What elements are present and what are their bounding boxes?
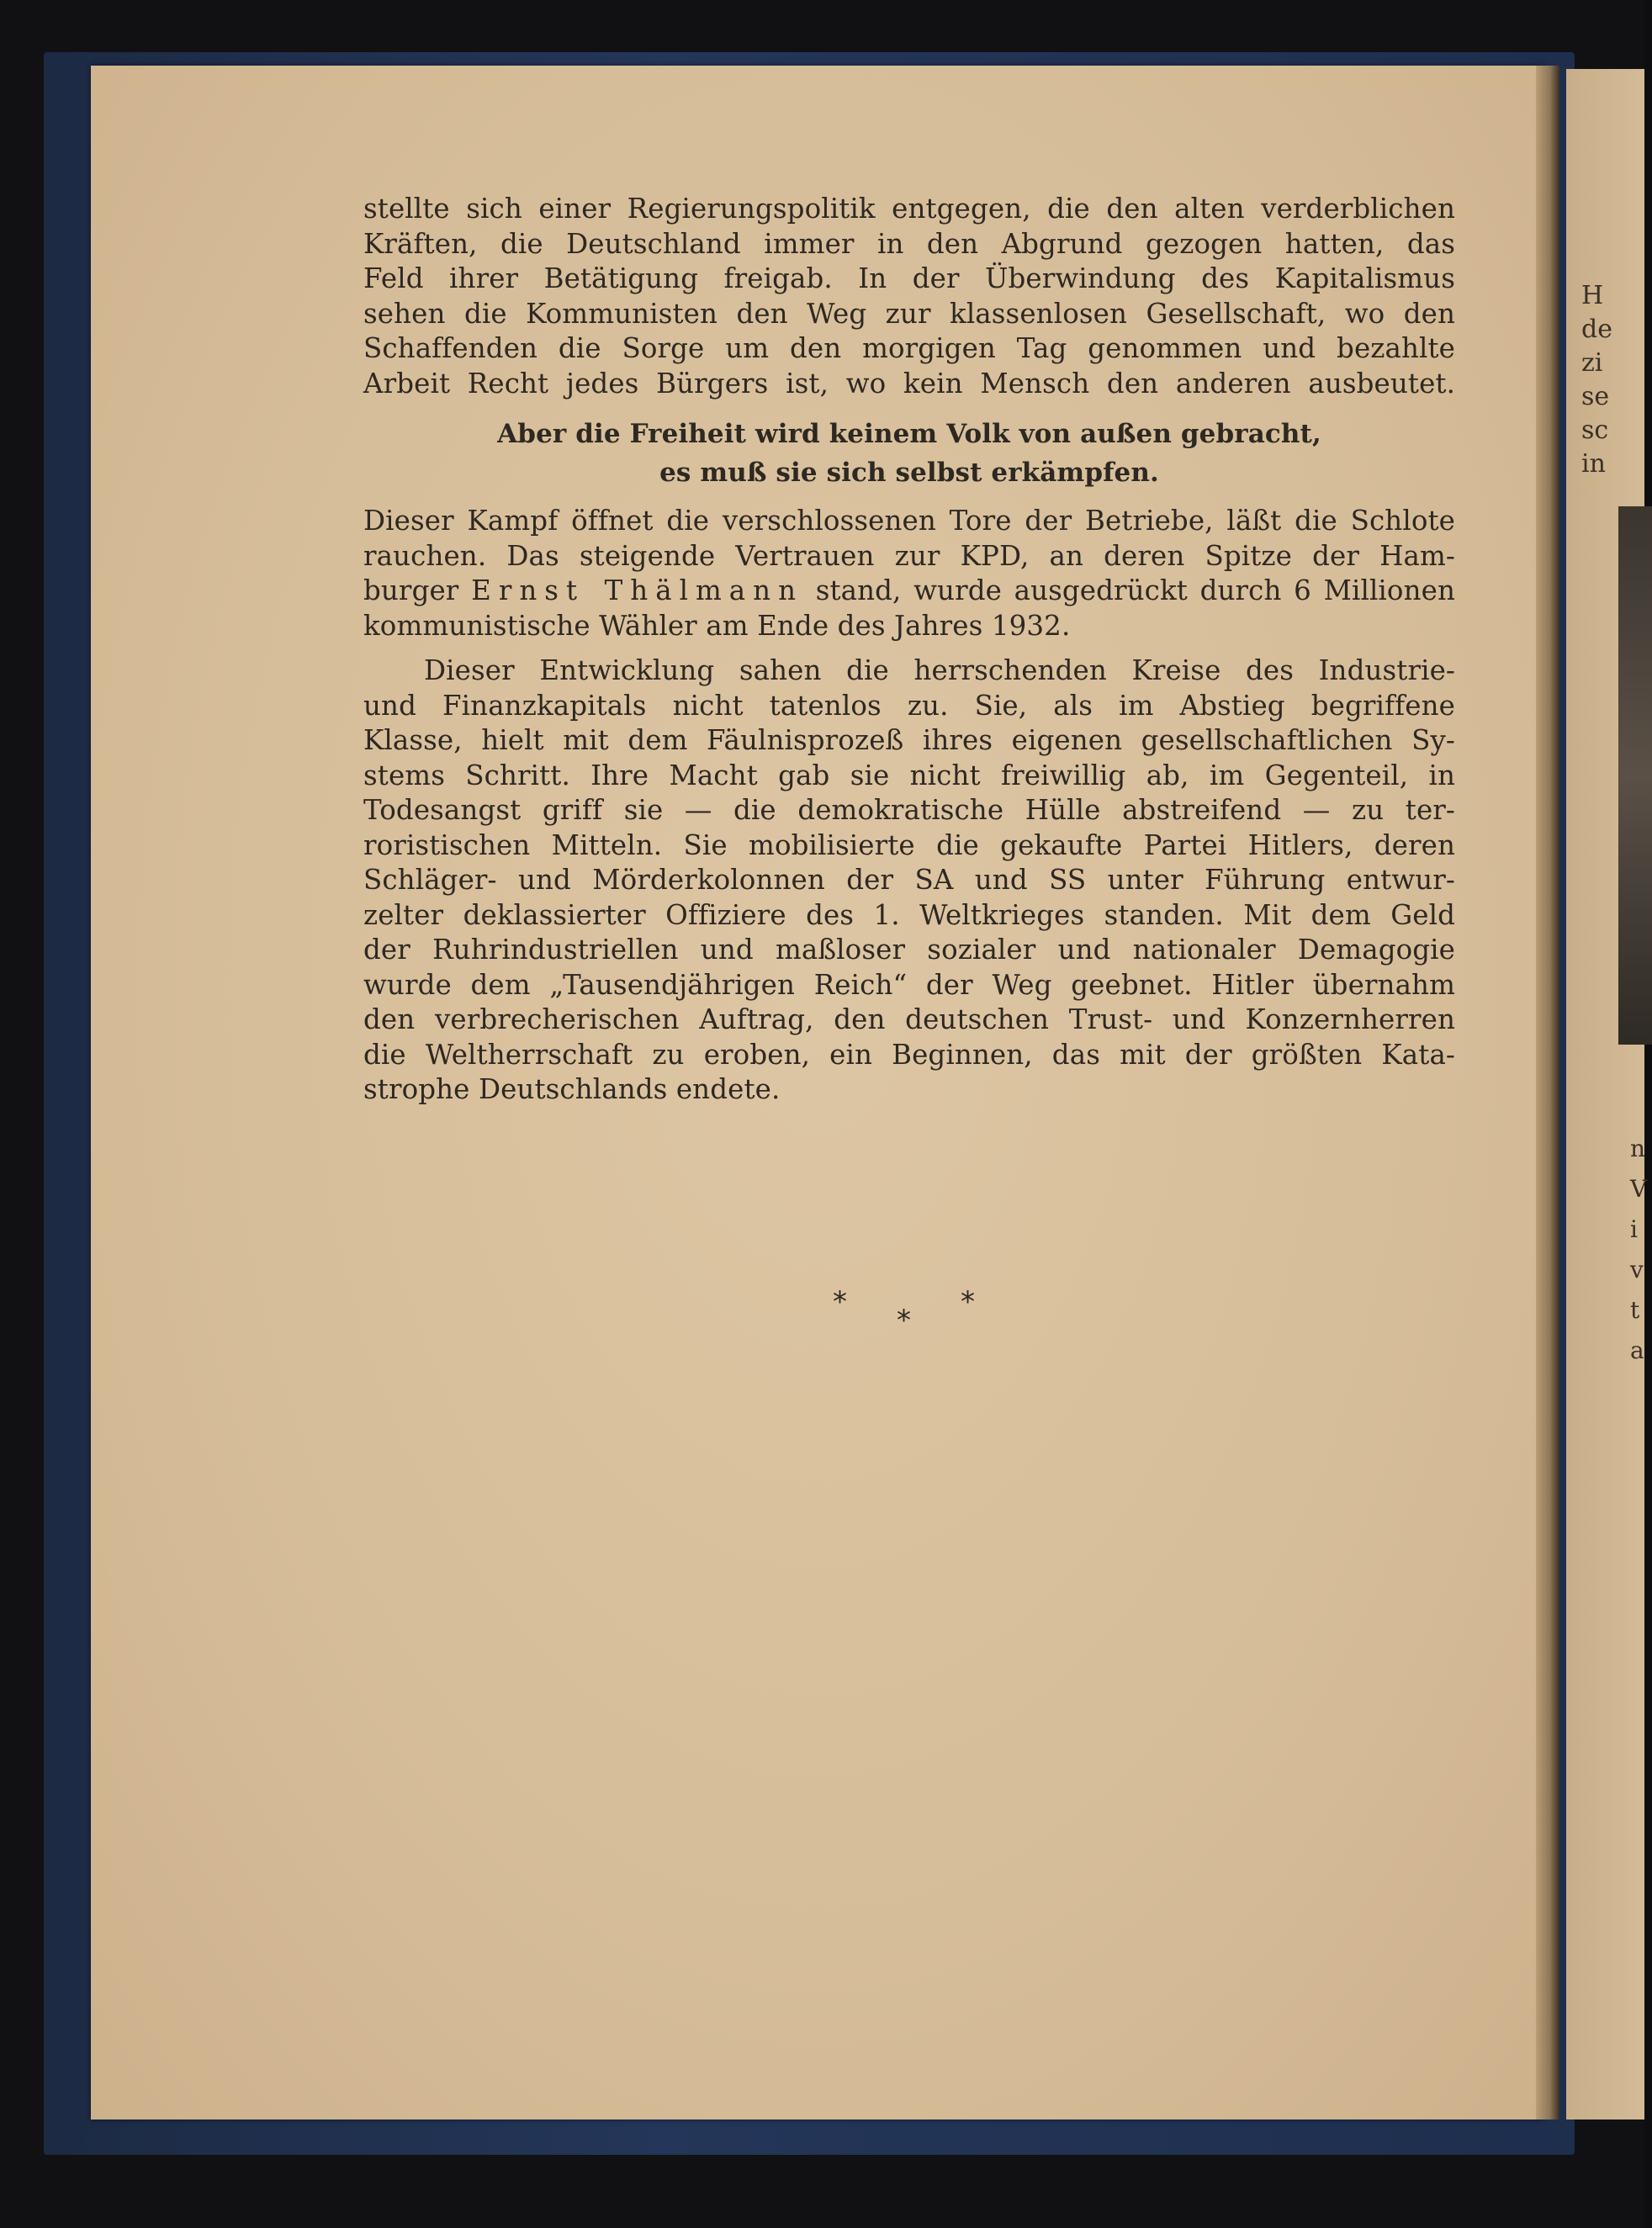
text-line: und Finanzkapitals nicht tatenlos zu. Sie, als im Abstieg begriffene xyxy=(363,689,1455,722)
text-line: sehen die Kommunisten den Weg zur klassenlosen Gesellschaft, wo den xyxy=(363,297,1455,330)
text-line xyxy=(363,574,1455,609)
facing-fragment: sc xyxy=(1581,415,1609,445)
text-line: strophe Deutschlands endete. xyxy=(363,1073,781,1105)
spaced-name: Ernst Thälmann xyxy=(471,574,804,606)
facing-page xyxy=(1566,69,1648,2120)
text-line: Feld ihrer Betätigung freigab. In der Überwindung des Kapitalismus xyxy=(363,262,1455,294)
facing-fragment: a xyxy=(1630,1336,1644,1364)
facing-page-photo xyxy=(1618,506,1652,1045)
facing-fragment: de xyxy=(1581,315,1612,344)
text-line: Dieser Entwicklung sahen die herrschenden Kreise des Industrie- xyxy=(424,654,1455,686)
text-line: roristischen Mitteln. Sie mobilisierte die gekaufte Partei Hitlers, deren xyxy=(363,828,1455,861)
paragraph-1 xyxy=(363,192,1455,401)
text-line: Kräften, die Deutschland immer in den Abgrund gezogen hatten, das xyxy=(363,227,1455,260)
text-line: stems Schritt. Ihre Macht gab sie nicht freiwillig ab, im Gegenteil, in xyxy=(363,759,1455,791)
text-line: den verbrecherischen Auftrag, den deutschen Trust- und Konzernherren xyxy=(363,1003,1455,1035)
text-fragment: burger xyxy=(363,574,459,606)
text-line: Schläger- und Mörderkolonnen der SA und SS unter Führung entwur- xyxy=(363,864,1455,896)
text-line: der Ruhrindustriellen und maßloser sozialer und nationaler Demagogie xyxy=(363,934,1455,966)
paragraph-2 xyxy=(363,504,1455,643)
facing-fragment: t xyxy=(1630,1296,1640,1324)
text-line: Dieser Kampf öffnet die verschlossenen Tore der Betriebe, läßt die Schlote xyxy=(363,505,1455,537)
facing-fragment: V xyxy=(1630,1175,1648,1203)
text-line: kommunistische Wähler am Ende des Jahres 1932. xyxy=(363,609,1071,642)
facing-page-text-top xyxy=(1581,279,1649,481)
facing-fragment: zi xyxy=(1581,348,1603,378)
facing-fragment: in xyxy=(1581,449,1606,479)
text-line: wurde dem „Tausendjährigen Reich“ der Weg geebnet. Hitler übernahm xyxy=(363,968,1455,1001)
facing-fragment: i xyxy=(1630,1215,1638,1243)
asterisk: * xyxy=(897,1304,911,1337)
facing-fragment: H xyxy=(1581,281,1604,310)
heading-line: es muß sie sich selbst erkämpfen. xyxy=(659,458,1159,488)
text-line: Todesangst griff sie — die demokratische Hülle abstreifend — zu ter- xyxy=(363,794,1455,826)
text-line: Arbeit Recht jedes Bürgers ist, wo kein Mensch den anderen ausbeutet. xyxy=(363,367,1455,400)
page-gutter-edge xyxy=(1536,66,1559,2120)
bold-heading xyxy=(363,415,1455,492)
facing-fragment: v xyxy=(1630,1256,1644,1283)
page-text-block xyxy=(363,192,1455,1108)
paragraph-3 xyxy=(363,654,1455,1108)
heading-line: Aber die Freiheit wird keinem Volk von außen gebracht, xyxy=(497,419,1321,449)
facing-fragment: n xyxy=(1630,1135,1646,1162)
text-line: Schaffenden die Sorge um den morgigen Tag genommen und bezahlte xyxy=(363,332,1455,364)
text-line: die Weltherrschaft zu eroben, ein Beginnen, das mit der größten Kata- xyxy=(363,1038,1455,1071)
asterisk: * xyxy=(961,1285,975,1319)
facing-page-text-bottom xyxy=(1630,1129,1647,1371)
facing-fragment: se xyxy=(1581,382,1610,411)
text-line: Klasse, hielt mit dem Fäulnisprozeß ihres eigenen gesellschaftlichen Sy- xyxy=(363,724,1455,756)
asterisk: * xyxy=(833,1285,847,1319)
text-line: zelter deklassierter Offiziere des 1. Weltkrieges standen. Mit dem Geld xyxy=(363,898,1455,931)
section-separator xyxy=(833,1285,984,1344)
text-line: stellte sich einer Regierungspolitik entgegen, die den alten verderblichen xyxy=(363,193,1455,225)
text-fragment: stand, wurde ausgedrückt durch 6 Millionen xyxy=(815,574,1455,606)
text-line: rauchen. Das steigende Vertrauen zur KPD, an deren Spitze der Ham- xyxy=(363,539,1455,572)
